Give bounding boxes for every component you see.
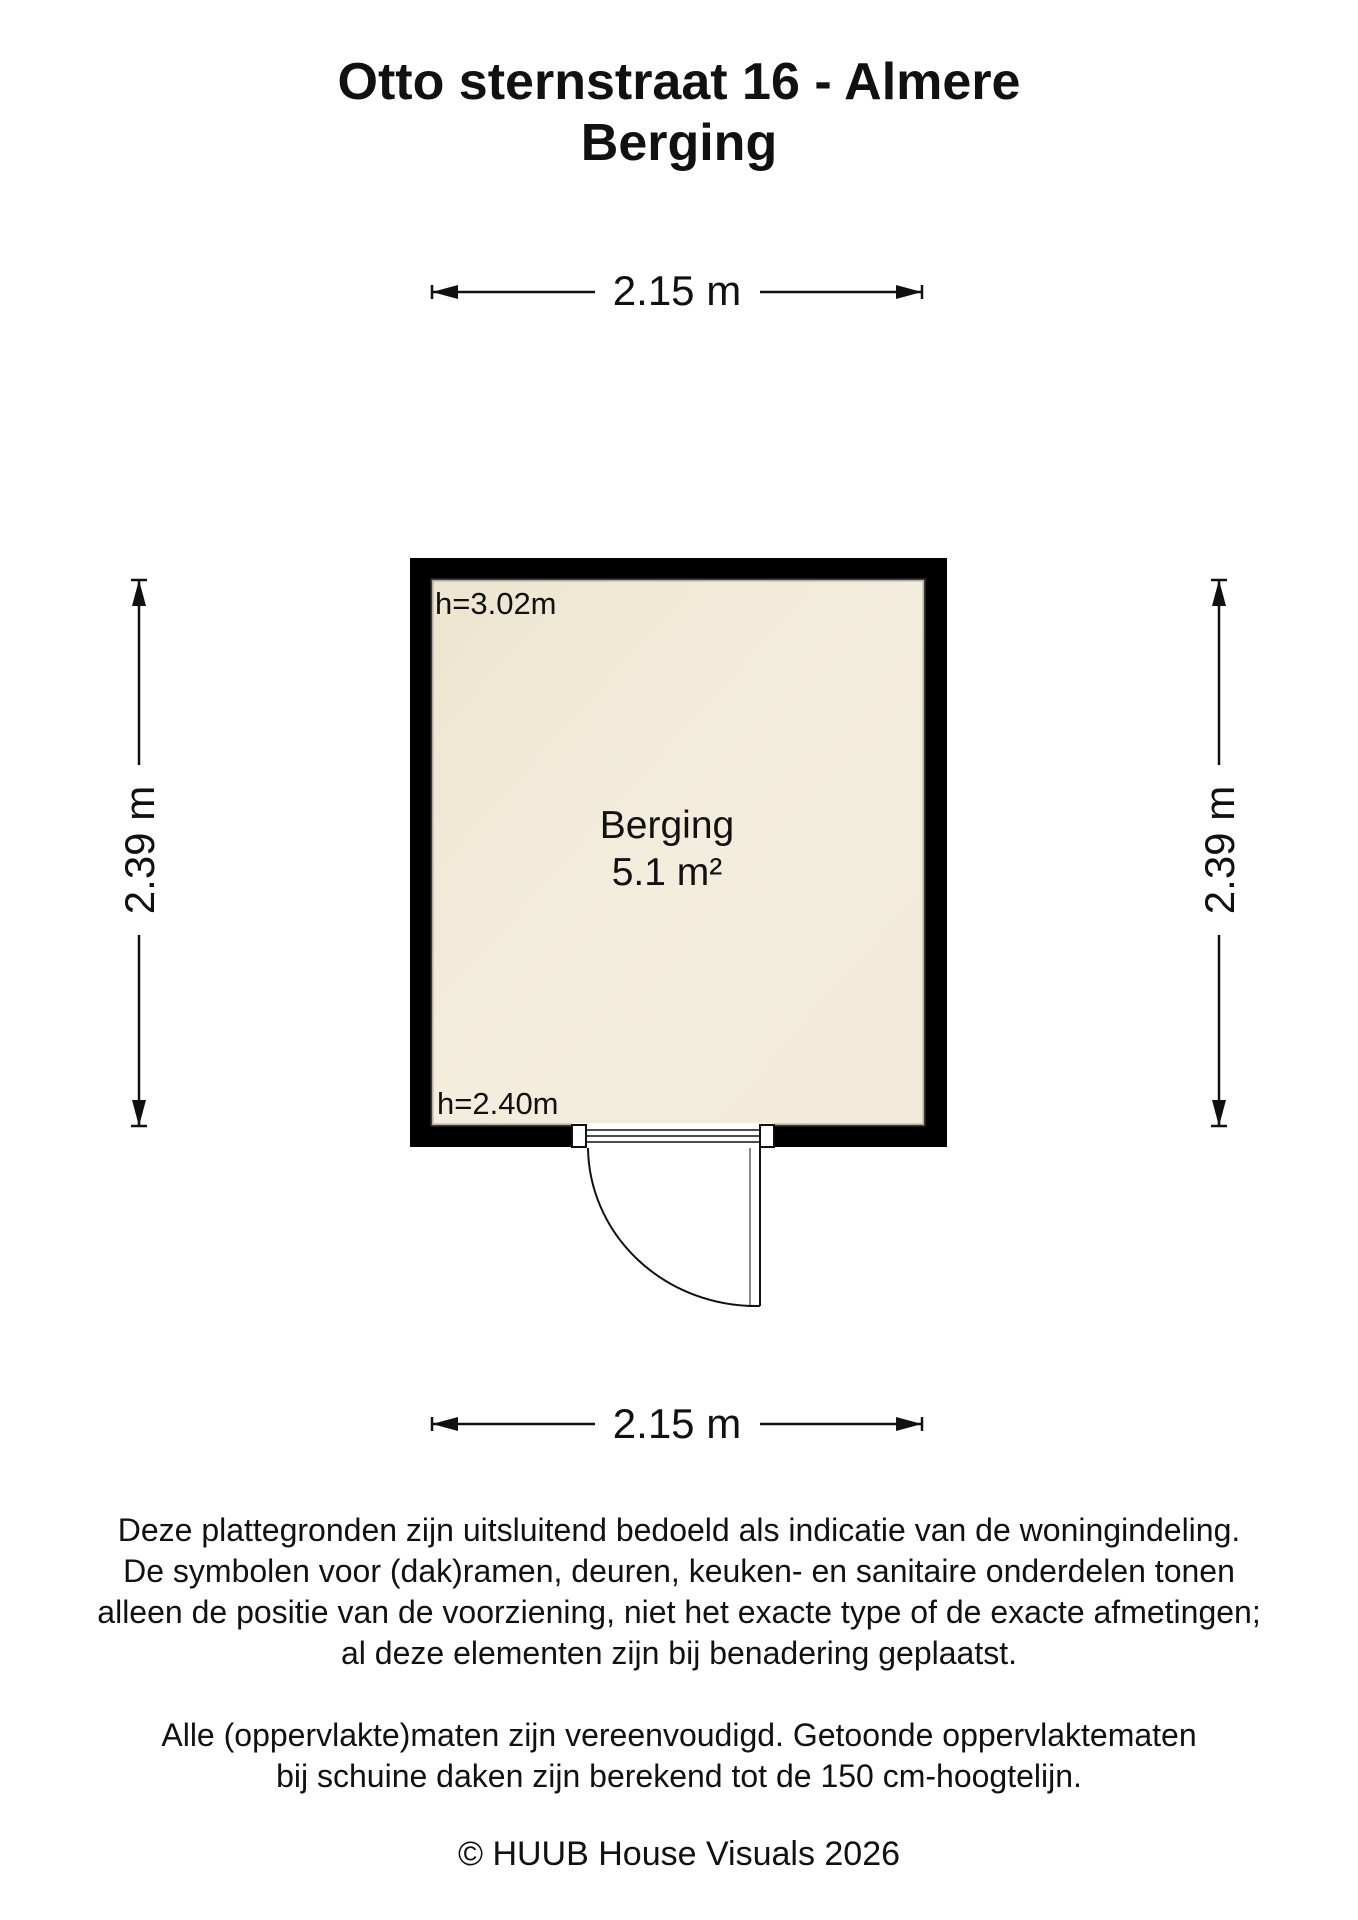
page-title: Otto sternstraat 16 - Almere xyxy=(337,53,1021,111)
ceiling-height-bottom: h=2.40m xyxy=(437,1086,559,1121)
door xyxy=(572,1123,774,1306)
dimension-top-label: 2.15 m xyxy=(612,267,742,314)
note-line-1: Alle (oppervlakte)maten zijn vereenvoudigd. Getoonde oppervlaktematen xyxy=(161,1717,1197,1753)
page-subtitle: Berging xyxy=(580,114,778,172)
copyright: © HUUB House Visuals 2026 xyxy=(457,1835,901,1873)
disclaimer-line-3: alleen de positie van de voorziening, niet het exacte type of de exacte afmetingen; xyxy=(97,1594,1261,1630)
dimension-bottom-label: 2.15 m xyxy=(612,1400,742,1447)
ceiling-height-top: h=3.02m xyxy=(435,586,557,621)
room-area: 5.1 m² xyxy=(611,851,723,894)
dimension-right-label: 2.39 m xyxy=(1196,785,1243,915)
room-name: Berging xyxy=(599,804,735,847)
disclaimer-line-2: De symbolen voor (dak)ramen, deuren, keuken- en sanitaire onderdelen tonen xyxy=(123,1553,1235,1589)
dimension-left-label: 2.39 m xyxy=(116,785,163,915)
disclaimer-line-4: al deze elementen zijn bij benadering geplaatst. xyxy=(340,1635,1017,1671)
note-line-2: bij schuine daken zijn berekend tot de 150 cm-hoogtelijn. xyxy=(276,1758,1082,1794)
disclaimer-line-1: Deze plattegronden zijn uitsluitend bedoeld als indicatie van de woningindeling. xyxy=(117,1512,1241,1548)
